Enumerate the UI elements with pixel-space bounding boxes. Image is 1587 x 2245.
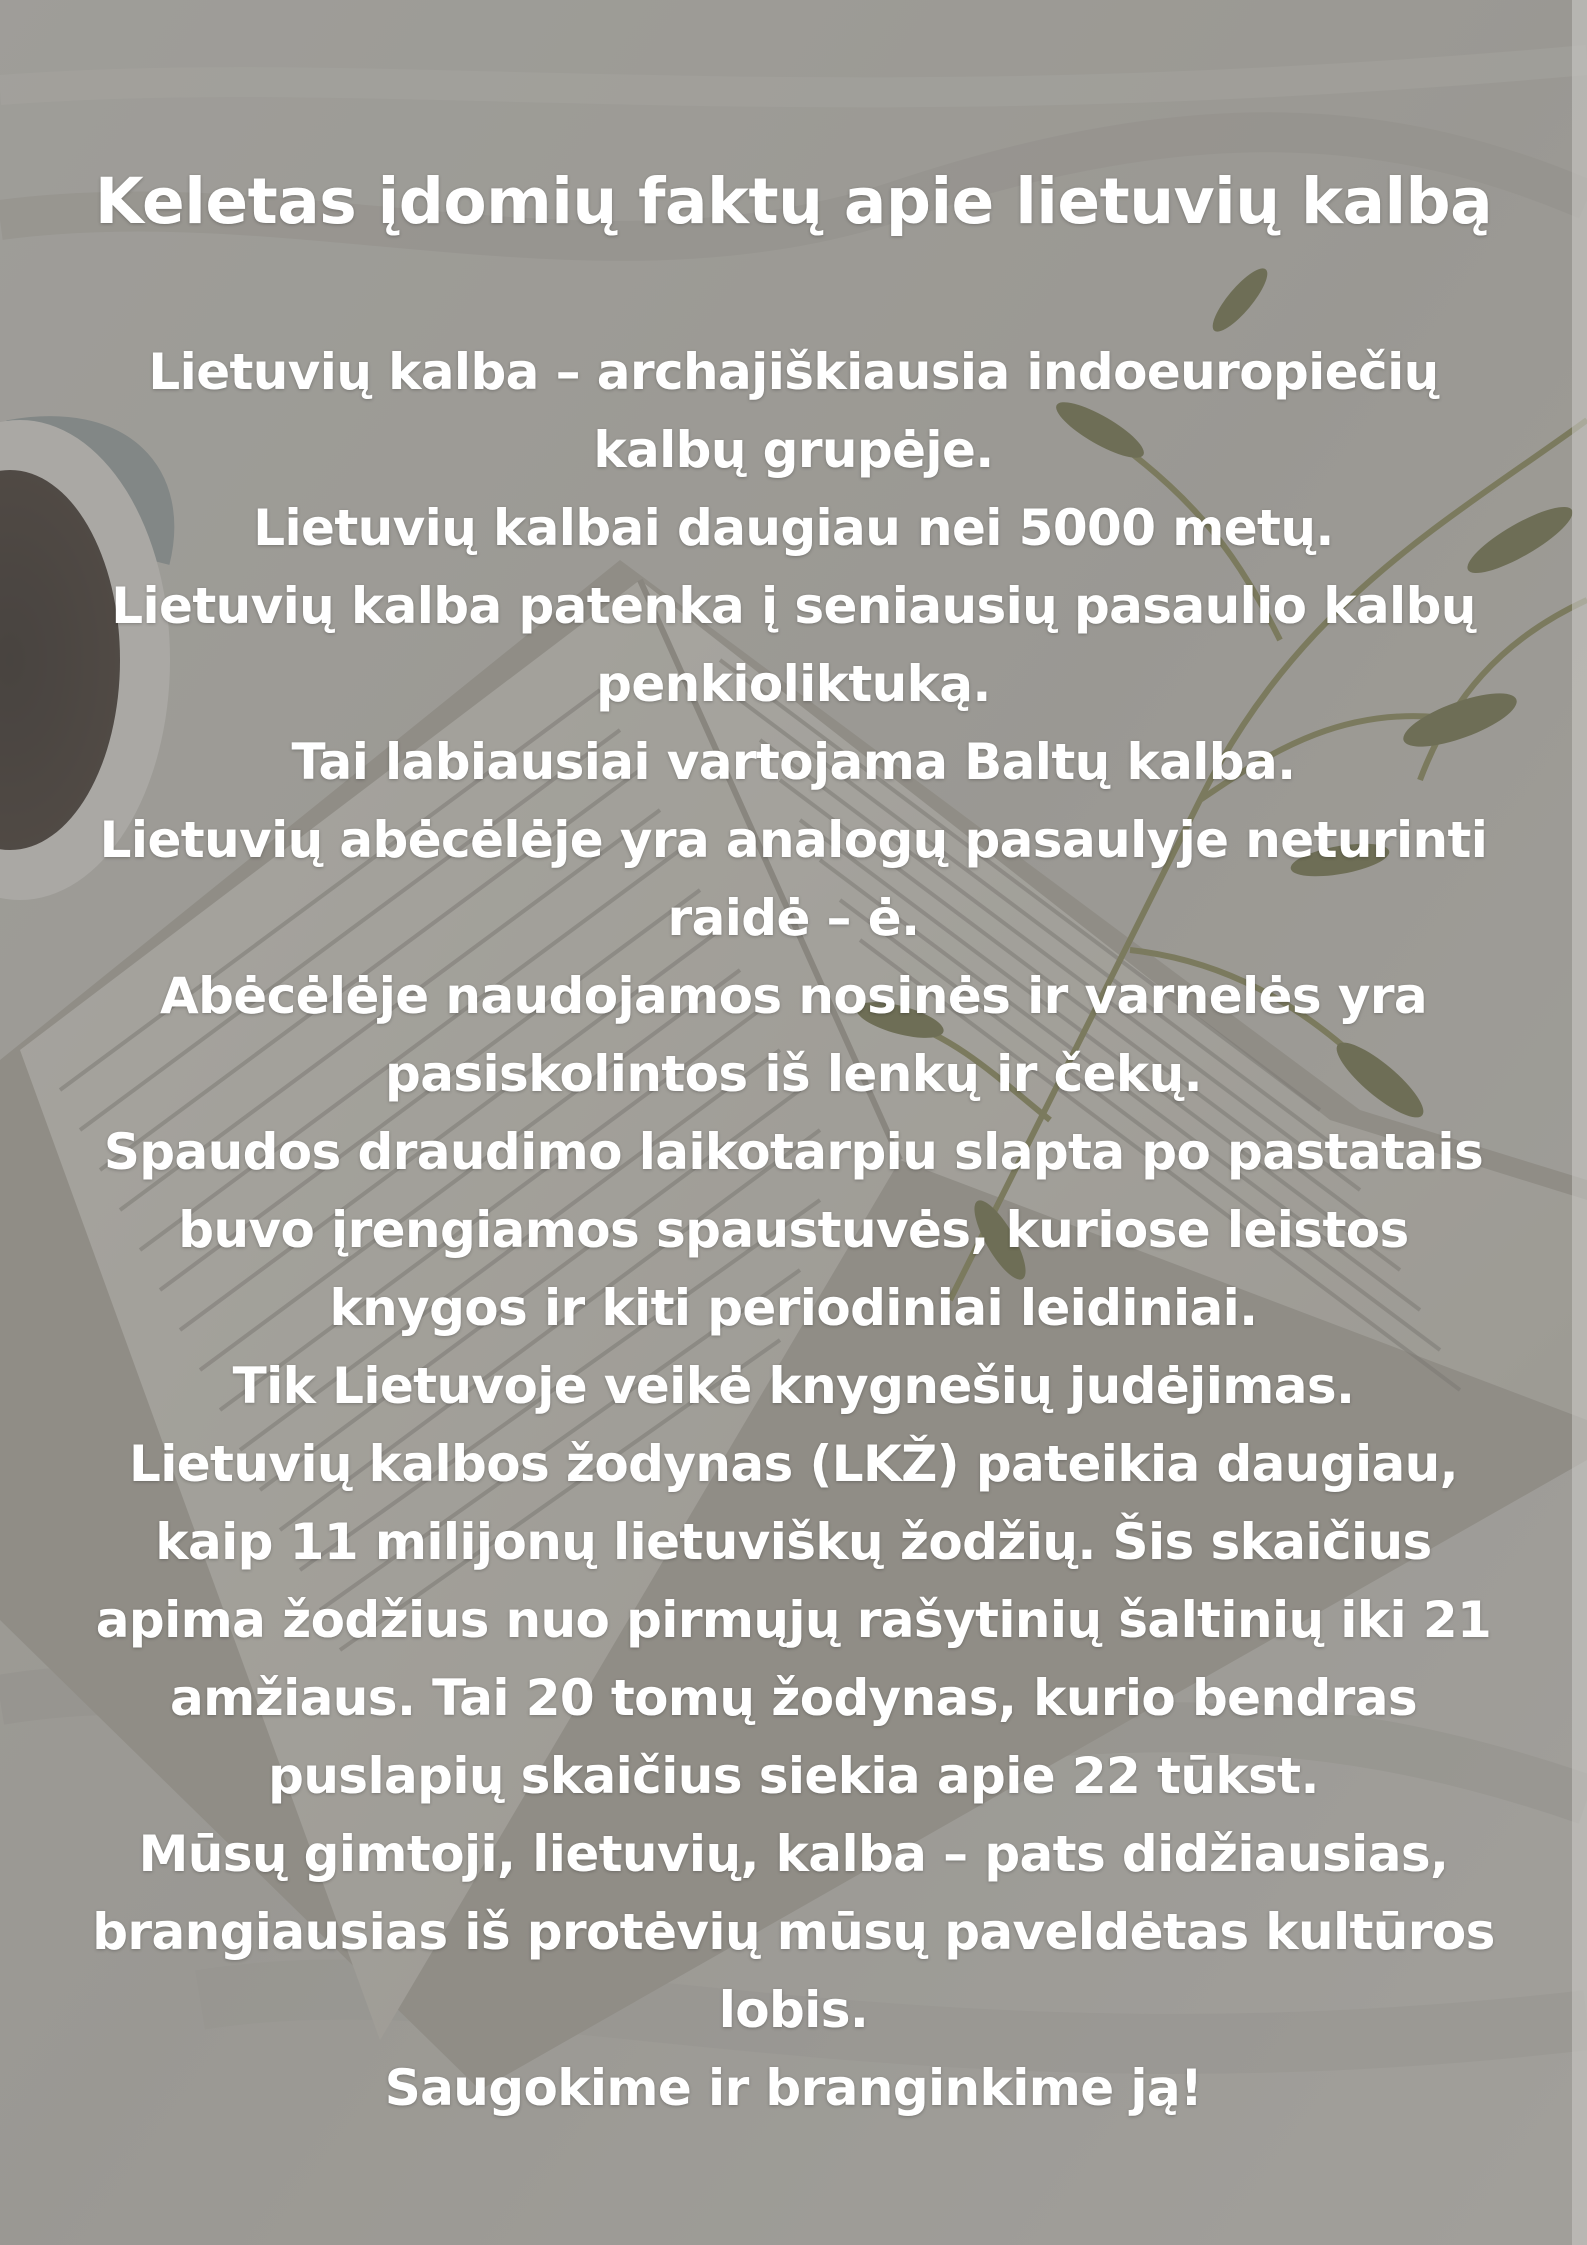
fact-item: Spaudos draudimo laikotarpiu slapta po pastatais buvo įrengiamos spaustuvės, kuriose leistos knygos ir kiti periodiniai leidiniai. [103, 1123, 1484, 1337]
fact-item: Saugokime ir branginkime ją! [384, 2059, 1203, 2117]
fact-item: Lietuvių kalba patenka į seniausių pasaulio kalbų penkioliktuką. [111, 577, 1476, 713]
fact-item: Lietuvių kalbos žodynas (LKŽ) pateikia daugiau, kaip 11 milijonų lietuviškų žodžių. Šis skaičius apima žodžius nuo pirmųjų rašytinių šaltinių iki 21 amžiaus. Tai 20 tomų žodynas, kurio bendras puslapių skaičius siekia apie 22 tūkst. [95, 1435, 1492, 1805]
fact-item: Tai labiausiai vartojama Baltų kalba. [291, 733, 1296, 791]
facts-list [75, 333, 1512, 2127]
fact-item: Mūsų gimtoji, lietuvių, kalba – pats didžiausias, brangiausias iš protėvių mūsų paveldėtas kultūros lobis. [92, 1825, 1495, 2039]
fact-item: Tik Lietuvoje veikė knygnešių judėjimas. [232, 1357, 1355, 1415]
fact-item: Lietuvių kalbai daugiau nei 5000 metų. [253, 499, 1334, 557]
fact-item: Abėcėlėje naudojamos nosinės ir varnelės yra pasiskolintos iš lenkų ir čekų. [159, 967, 1428, 1103]
fact-item: Lietuvių abėcėlėje yra analogų pasaulyje neturinti raidė – ė. [99, 811, 1488, 947]
fact-item: Lietuvių kalba – archajiškiausia indoeuropiečių kalbų grupėje. [148, 343, 1439, 479]
page-title: Keletas įdomių faktų apie lietuvių kalbą [94, 165, 1493, 238]
